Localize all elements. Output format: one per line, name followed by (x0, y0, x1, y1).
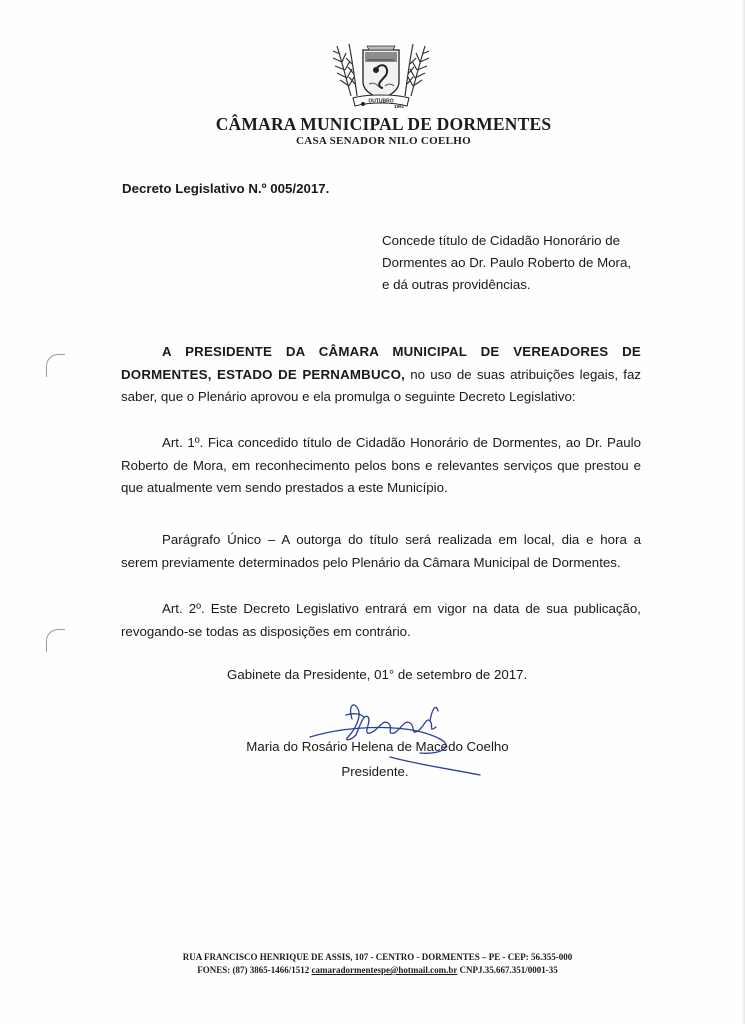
preamble-line: saber, que o Plenário aprovou e ela promulga o seguinte Decreto Legislativo: (121, 389, 576, 404)
punch-hole-bottom (46, 629, 65, 652)
footer-phones: FONES: (87) 3865-1466/1512 (197, 965, 312, 975)
punch-hole-top (46, 354, 65, 377)
summary-line: Dormentes ao Dr. Paulo Roberto de Mora, (382, 255, 632, 270)
decree-number: Decreto Legislativo N.º 005/2017. (122, 181, 330, 196)
closing-date-line: Gabinete da Presidente, 01° de setembro de 2017. (227, 667, 528, 682)
article-1-line: Roberto de Mora, em reconhecimento pelos bons e relevantes serviços que prestou e (121, 457, 641, 473)
sole-paragraph-line: Parágrafo Único – A outorga do título será realizada em local, dia e hora a (162, 532, 641, 547)
emblem-banner-text: OUTUBRO (368, 98, 394, 105)
footer-email-link[interactable]: camaradormentespe@hotmail.com.br (311, 965, 458, 975)
sole-paragraph-line: serem previamente determinados pelo Plenário da Câmara Municipal de Dormentes. (121, 554, 621, 570)
municipal-emblem-icon (329, 36, 433, 110)
signer-name: Maria do Rosário Helena de Macedo Coelho (246, 739, 509, 754)
preamble-paragraph (121, 341, 641, 409)
decree-summary (382, 230, 642, 296)
article-2-line: revogando-se todas as disposições em contrário. (121, 623, 411, 639)
institution-title: CÂMARA MUNICIPAL DE DORMENTES (215, 114, 552, 134)
preamble-text: no uso de suas atribuições legais, faz (405, 366, 641, 382)
preamble-bold-text: DORMENTES, ESTADO DE PERNAMBUCO, (121, 366, 406, 382)
article-2-line: Art. 2º. Este Decreto Legislativo entrará em vigor na data de sua publicação, (162, 601, 641, 616)
institution-subtitle: CASA SENADOR NILO COELHO (296, 135, 471, 147)
sole-paragraph (121, 529, 641, 574)
article-1-paragraph (121, 432, 641, 500)
article-1-line: Art. 1º. Fica concedido título de Cidadão Honorário de Dormentes, ao Dr. Paulo (162, 435, 641, 450)
article-1-line: que atualmente vem sendo prestados a este Município. (121, 480, 448, 495)
signer-role: Presidente. (341, 764, 409, 779)
emblem-year-text: 1991 (393, 104, 405, 109)
footer-contact (0, 951, 745, 977)
article-2-paragraph (121, 598, 641, 643)
summary-line: e dá outras providências. (382, 277, 531, 292)
footer-address: RUA FRANCISCO HENRIQUE DE ASSIS, 107 - CENTRO - DORMENTES – PE - CEP: 56.355-000 (182, 952, 573, 962)
preamble-line (121, 364, 641, 387)
footer-contacts (10, 964, 745, 977)
summary-line: Concede título de Cidadão Honorário de (382, 233, 621, 248)
preamble-line: A PRESIDENTE DA CÂMARA MUNICIPAL DE VEREADORES DE (162, 344, 641, 359)
footer-cnpj: CNPJ.35.667.351/0001-35 (457, 965, 558, 975)
